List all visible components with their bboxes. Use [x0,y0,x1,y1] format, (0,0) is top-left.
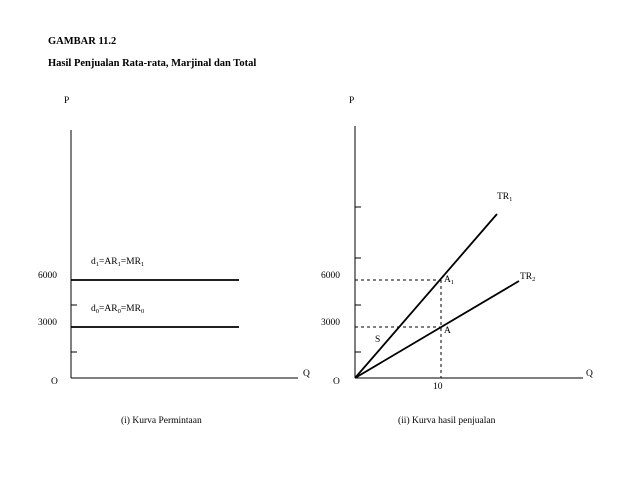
left-ytick-6000: 6000 [38,271,57,281]
right-ytick-6000: 6000 [321,271,340,281]
left-ylabel: P [64,96,70,106]
left-ytick-3000: 3000 [38,318,57,328]
right-origin: O [333,377,340,387]
line-tr1 [355,214,497,378]
figure-title: GAMBAR 11.2 [48,36,117,47]
label-tr1: $TR_1$ [497,192,513,203]
annotation-s: S [375,335,381,345]
line-tr2 [355,281,519,378]
left-caption: (i) Kurva Permintaan [121,416,202,426]
right-ylabel: P [349,96,355,106]
chart-right [321,96,593,426]
point-label-a1: $A_1$ [444,275,455,286]
left-xlabel: Q [303,369,310,379]
figure-subtitle: Hasil Penjualan Rata-rata, Marjinal dan Total [48,58,257,69]
left-label-d0: $d_0=AR_0=MR_0$ [91,304,145,315]
right-xlabel: Q [586,369,593,379]
right-caption: (ii) Kurva hasil penjualan [398,416,496,426]
right-ytick-3000: 3000 [321,318,340,328]
label-tr2: $TR_2$ [520,272,536,283]
point-label-a: A [444,326,451,336]
left-label-d1: $d_1=AR_1=MR_1$ [91,257,145,268]
right-xtick-10: 10 [433,382,443,392]
left-origin: O [51,377,58,387]
chart-left [38,96,310,426]
